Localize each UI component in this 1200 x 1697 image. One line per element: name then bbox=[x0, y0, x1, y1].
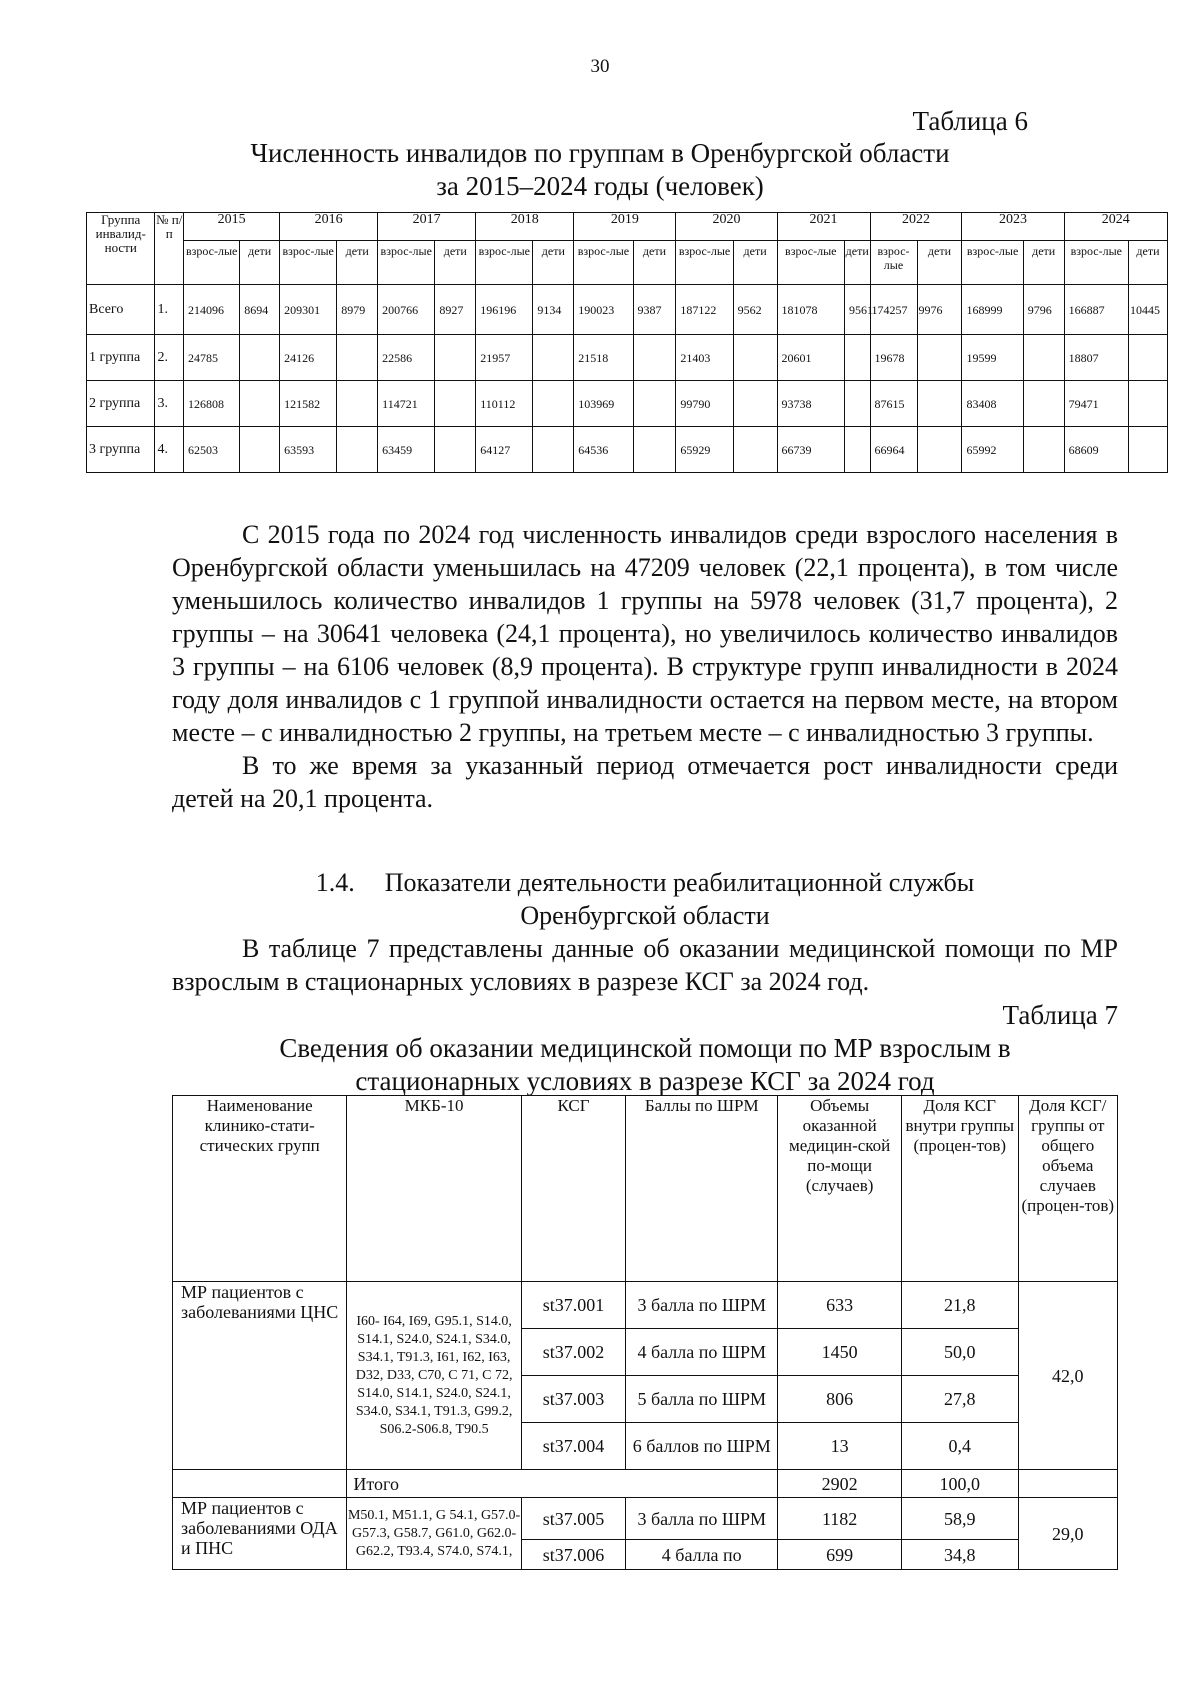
header-score: Баллы по ШРМ bbox=[626, 1096, 778, 1282]
score: 6 баллов по ШРМ bbox=[626, 1423, 778, 1470]
cell bbox=[533, 381, 574, 427]
header-year: 2024 bbox=[1064, 213, 1167, 241]
cell bbox=[633, 381, 676, 427]
cell: 9561 bbox=[844, 285, 870, 335]
share: 0,4 bbox=[901, 1423, 1018, 1470]
cell bbox=[435, 335, 476, 381]
row-label: 3 группа bbox=[87, 427, 155, 473]
header-share-total: Доля КСГ/ группы от общего объема случаев (процен-тов) bbox=[1018, 1096, 1117, 1282]
header-year: 2016 bbox=[280, 213, 378, 241]
cell: 214096 bbox=[184, 285, 240, 335]
cell: 66739 bbox=[777, 427, 844, 473]
cell bbox=[1023, 381, 1064, 427]
cell bbox=[1128, 335, 1167, 381]
cell: 83408 bbox=[962, 381, 1023, 427]
cell: 121582 bbox=[280, 381, 337, 427]
cell bbox=[733, 427, 777, 473]
cell: 8979 bbox=[337, 285, 378, 335]
cell: 65929 bbox=[676, 427, 733, 473]
paragraph: В то же время за указанный период отмечается рост инвалидности среди детей на 20,1 процента. bbox=[172, 751, 1118, 813]
row-label: Всего bbox=[87, 285, 155, 335]
table-row bbox=[173, 1498, 1118, 1540]
header-year: 2022 bbox=[870, 213, 962, 241]
header-year: 2018 bbox=[476, 213, 574, 241]
row-num: 3. bbox=[155, 381, 184, 427]
table6 bbox=[86, 212, 1168, 473]
header-volume: Объемы оказанной медицин-ской по-мощи (случаев) bbox=[778, 1096, 902, 1282]
header-children: дети bbox=[633, 241, 676, 285]
header-adults: взрос-лые bbox=[280, 241, 337, 285]
cell bbox=[733, 381, 777, 427]
cell bbox=[337, 381, 378, 427]
group-name: МР пациентов с заболеваниями ЦНС bbox=[173, 1282, 347, 1470]
body-text-2 bbox=[172, 932, 1118, 998]
table-row-total bbox=[173, 1470, 1118, 1498]
cell: 168999 bbox=[962, 285, 1023, 335]
cell: 63459 bbox=[378, 427, 435, 473]
cell: 24785 bbox=[184, 335, 240, 381]
share: 58,9 bbox=[901, 1498, 1018, 1540]
section-title-line2: Оренбургской области bbox=[520, 901, 770, 930]
header-adults: взрос-лые bbox=[476, 241, 533, 285]
table-row bbox=[87, 381, 1168, 427]
ksg-code: st37.001 bbox=[521, 1282, 625, 1329]
cell bbox=[240, 335, 280, 381]
cell: 65992 bbox=[962, 427, 1023, 473]
cell: 187122 bbox=[676, 285, 733, 335]
cell bbox=[1128, 381, 1167, 427]
ksg-code: st37.004 bbox=[521, 1423, 625, 1470]
cell: 19599 bbox=[962, 335, 1023, 381]
header-year: 2019 bbox=[574, 213, 676, 241]
cell bbox=[337, 427, 378, 473]
cell bbox=[1128, 427, 1167, 473]
cell bbox=[435, 381, 476, 427]
total-share: 100,0 bbox=[901, 1470, 1018, 1498]
cell: 22586 bbox=[378, 335, 435, 381]
cell bbox=[533, 427, 574, 473]
header-year: 2015 bbox=[184, 213, 280, 241]
share: 34,8 bbox=[901, 1540, 1018, 1570]
table6-title-line2: за 2015–2024 годы (человек) bbox=[436, 171, 764, 201]
cell: 21403 bbox=[676, 335, 733, 381]
header-icd: МКБ-10 bbox=[347, 1096, 521, 1282]
score: 3 балла по ШРМ bbox=[626, 1498, 778, 1540]
cell: 190023 bbox=[574, 285, 633, 335]
cell: 62503 bbox=[184, 427, 240, 473]
share: 50,0 bbox=[901, 1329, 1018, 1376]
header-children: дети bbox=[917, 241, 962, 285]
cell: 8927 bbox=[435, 285, 476, 335]
table7-title bbox=[172, 1032, 1118, 1098]
cell: 63593 bbox=[280, 427, 337, 473]
score: 5 балла по ШРМ bbox=[626, 1376, 778, 1423]
score: 4 балла по ШРМ bbox=[626, 1329, 778, 1376]
cell: 209301 bbox=[280, 285, 337, 335]
header-ksg: КСГ bbox=[521, 1096, 625, 1282]
table7-title-line1: Сведения об оказании медицинской помощи по МР взрослым в bbox=[279, 1033, 1011, 1063]
cell bbox=[1023, 427, 1064, 473]
header-children: дети bbox=[533, 241, 574, 285]
cell bbox=[435, 427, 476, 473]
table-row bbox=[87, 335, 1168, 381]
header-adults: взрос-лые bbox=[962, 241, 1023, 285]
cell: 24126 bbox=[280, 335, 337, 381]
cell bbox=[917, 427, 962, 473]
section-number: 1.4. bbox=[315, 868, 355, 897]
cell bbox=[733, 335, 777, 381]
cell: 200766 bbox=[378, 285, 435, 335]
cell: 20601 bbox=[777, 335, 844, 381]
header-adults: взрос-лые bbox=[184, 241, 240, 285]
cell: 21957 bbox=[476, 335, 533, 381]
cell: 103969 bbox=[574, 381, 633, 427]
cell: 196196 bbox=[476, 285, 533, 335]
cell: 99790 bbox=[676, 381, 733, 427]
cell bbox=[337, 335, 378, 381]
header-adults: взрос-лые bbox=[777, 241, 844, 285]
cell: 8694 bbox=[240, 285, 280, 335]
cell: 93738 bbox=[777, 381, 844, 427]
cell bbox=[240, 381, 280, 427]
paragraph: С 2015 года по 2024 год численность инвалидов среди взрослого населения в Оренбургской области уменьшилась на 47209 человек (22,1 процента), в том числе уменьшилось количество инвалидов 1 группы на 5978 человек (31,7 процента), 2 группы – на 30641 человека (24,1 процента), но увеличилось количество инвалидов 3 группы – на 6106 человек (8,9 процента). В структуре групп инвалидности в 2024 году доля инвалидов с 1 группой инвалидности остается на первом месте, на втором месте – с инвалидностью 2 группы, на третьем месте – с инвалидностью 3 группы. bbox=[172, 520, 1118, 747]
header-children: дети bbox=[733, 241, 777, 285]
empty-cell bbox=[173, 1470, 347, 1498]
cell bbox=[533, 335, 574, 381]
cell: 19678 bbox=[870, 335, 917, 381]
header-children: дети bbox=[1023, 241, 1064, 285]
section-heading bbox=[172, 866, 1118, 932]
volume: 806 bbox=[778, 1376, 902, 1423]
paragraph: В таблице 7 представлены данные об оказании медицинской помощи по МР взрослым в стационарных условиях в разрезе КСГ за 2024 год. bbox=[172, 934, 1118, 996]
header-adults: взрос-лые bbox=[378, 241, 435, 285]
cell: 9796 bbox=[1023, 285, 1064, 335]
empty-cell bbox=[1018, 1470, 1117, 1498]
cell: 110112 bbox=[476, 381, 533, 427]
cell: 174257 bbox=[870, 285, 917, 335]
row-num: 1. bbox=[155, 285, 184, 335]
cell bbox=[917, 335, 962, 381]
cell: 181078 bbox=[777, 285, 844, 335]
page-number: 30 bbox=[590, 56, 610, 77]
cell bbox=[633, 335, 676, 381]
header-children: дети bbox=[337, 241, 378, 285]
ksg-code: st37.003 bbox=[521, 1376, 625, 1423]
row-num: 4. bbox=[155, 427, 184, 473]
header-year: 2020 bbox=[676, 213, 777, 241]
cell bbox=[240, 427, 280, 473]
score: 3 балла по ШРМ bbox=[626, 1282, 778, 1329]
header-num: № п/п bbox=[155, 213, 184, 285]
row-num: 2. bbox=[155, 335, 184, 381]
group-name: МР пациентов с заболеваниями ОДА и ПНС bbox=[173, 1498, 347, 1570]
table6-caption: Таблица 6 bbox=[912, 106, 1028, 136]
table7 bbox=[172, 1095, 1118, 1570]
cell bbox=[844, 381, 870, 427]
cell: 9134 bbox=[533, 285, 574, 335]
header-adults: взрос-лые bbox=[676, 241, 733, 285]
total-label: Итого bbox=[347, 1470, 778, 1498]
share: 27,8 bbox=[901, 1376, 1018, 1423]
table-row bbox=[87, 285, 1168, 335]
header-year: 2023 bbox=[962, 213, 1064, 241]
header-adults: взрос-лые bbox=[574, 241, 633, 285]
cell: 64127 bbox=[476, 427, 533, 473]
header-children: дети bbox=[435, 241, 476, 285]
volume: 1450 bbox=[778, 1329, 902, 1376]
cell bbox=[844, 427, 870, 473]
header-children: дети bbox=[1128, 241, 1167, 285]
share: 21,8 bbox=[901, 1282, 1018, 1329]
score: 4 балла по bbox=[626, 1540, 778, 1570]
header-children: дети bbox=[240, 241, 280, 285]
header-children: дети bbox=[844, 241, 870, 285]
icd-codes: M50.1, M51.1, G 54.1, G57.0-G57.3, G58.7, G61.0, G62.0-G62.2, T93.4, S74.0, S74.1, bbox=[347, 1498, 521, 1570]
cell: 10445 bbox=[1128, 285, 1167, 335]
header-year: 2021 bbox=[777, 213, 870, 241]
volume: 699 bbox=[778, 1540, 902, 1570]
ksg-code: st37.006 bbox=[521, 1540, 625, 1570]
table-row bbox=[173, 1282, 1118, 1329]
total-volume: 2902 bbox=[778, 1470, 902, 1498]
table6-title-line1: Численность инвалидов по группам в Оренбургской области bbox=[250, 138, 950, 168]
table-row bbox=[87, 427, 1168, 473]
cell: 68609 bbox=[1064, 427, 1128, 473]
cell: 66964 bbox=[870, 427, 917, 473]
ksg-code: st37.002 bbox=[521, 1329, 625, 1376]
cell bbox=[917, 381, 962, 427]
header-group-name: Наименование клинико-стати-стических групп bbox=[173, 1096, 347, 1282]
header-group: Группа инвалид-ности bbox=[87, 213, 155, 285]
volume: 633 bbox=[778, 1282, 902, 1329]
cell bbox=[1023, 335, 1064, 381]
volume: 13 bbox=[778, 1423, 902, 1470]
cell bbox=[633, 427, 676, 473]
cell: 9387 bbox=[633, 285, 676, 335]
table7-title-line2: стационарных условиях в разрезе КСГ за 2024 год bbox=[355, 1066, 935, 1096]
cell: 21518 bbox=[574, 335, 633, 381]
group-share: 29,0 bbox=[1018, 1498, 1117, 1570]
header-share-in-group: Доля КСГ внутри группы (процен-тов) bbox=[901, 1096, 1018, 1282]
cell: 64536 bbox=[574, 427, 633, 473]
header-year: 2017 bbox=[378, 213, 476, 241]
section-title-line1: Показатели деятельности реабилитационной службы bbox=[384, 868, 975, 897]
cell: 79471 bbox=[1064, 381, 1128, 427]
cell: 166887 bbox=[1064, 285, 1128, 335]
cell: 87615 bbox=[870, 381, 917, 427]
icd-codes: I60- I64, I69, G95.1, S14.0, S14.1, S24.0, S24.1, S34.0, S34.1, T91.3, I61, I62, I63, D32, D33, C70, C 71, C 72, S14.0, S14.1, S24.0, S24.1, S34.0, S34.1, T91.3, G99.2, S06.2-S06.8, T90.5 bbox=[347, 1282, 521, 1470]
table6-title bbox=[160, 137, 1040, 203]
cell: 9562 bbox=[733, 285, 777, 335]
cell: 9976 bbox=[917, 285, 962, 335]
row-label: 1 группа bbox=[87, 335, 155, 381]
cell bbox=[844, 335, 870, 381]
header-adults: взрос-лые bbox=[870, 241, 917, 285]
volume: 1182 bbox=[778, 1498, 902, 1540]
body-text bbox=[172, 518, 1118, 815]
cell: 126808 bbox=[184, 381, 240, 427]
ksg-code: st37.005 bbox=[521, 1498, 625, 1540]
cell: 18807 bbox=[1064, 335, 1128, 381]
table7-caption: Таблица 7 bbox=[1002, 1000, 1118, 1030]
header-adults: взрос-лые bbox=[1064, 241, 1128, 285]
cell: 114721 bbox=[378, 381, 435, 427]
group-share: 42,0 bbox=[1018, 1282, 1117, 1470]
row-label: 2 группа bbox=[87, 381, 155, 427]
